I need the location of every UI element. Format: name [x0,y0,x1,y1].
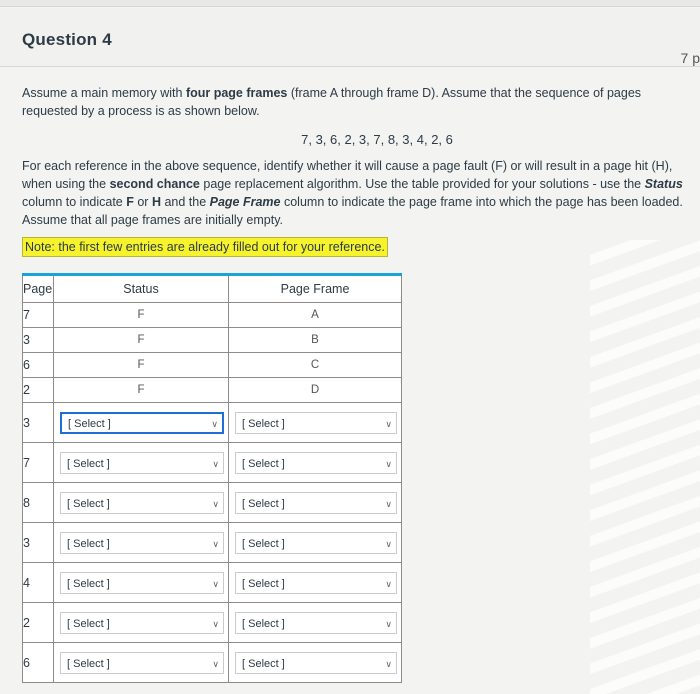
table-row [23,443,402,483]
status-select[interactable]: [ Select ] ∨ [60,652,224,674]
header-status: Status [54,275,229,303]
page-frame-select[interactable]: [ Select ] ∨ [235,532,397,554]
answer-table [22,273,402,683]
status-cell: F [54,353,229,378]
frame-cell: D [229,378,402,403]
status-select[interactable]: [ Select ] ∨ [60,572,224,594]
chevron-down-icon: ∨ [385,658,392,669]
chevron-down-icon: ∨ [212,498,219,509]
status-select[interactable]: [ Select ] ∨ [60,492,224,514]
table-row [23,403,402,443]
light-glare [590,240,700,694]
table-row [23,328,402,353]
page-frame-select[interactable]: [ Select ] ∨ [235,452,397,474]
status-cell [54,643,229,683]
page-cell: 7 [23,443,54,483]
frame-cell [229,483,402,523]
chevron-down-icon: ∨ [385,498,392,509]
frame-cell: C [229,353,402,378]
table-row [23,523,402,563]
header-page-frame: Page Frame [229,275,402,303]
page-frame-select[interactable]: [ Select ] ∨ [235,652,397,674]
question-title: Question 4 [22,30,112,49]
status-cell: F [54,303,229,328]
page-frame-select[interactable]: [ Select ] ∨ [235,492,397,514]
status-cell [54,603,229,643]
status-select[interactable]: [ Select ] ∨ [60,452,224,474]
prompt-paragraph-2: For each reference in the above sequence, identify whether it will cause a page fault (F) or will result in a page hit (H), when using the second chance page replacement algorithm. Use the table provided for your solutions - use the Status column to indicate F or H and the Page Frame column to indicate the page frame into which the page has been loaded. Assume that all page frames are initially empty. [22,159,683,227]
table-row [23,483,402,523]
frame-cell: B [229,328,402,353]
table-row [23,603,402,643]
chevron-down-icon: ∨ [212,658,219,669]
chevron-down-icon: ∨ [385,418,392,429]
page-cell: 3 [23,328,54,353]
status-cell [54,443,229,483]
table-row [23,643,402,683]
top-border [0,0,700,7]
status-select[interactable]: [ Select ] ∨ [60,412,224,434]
chevron-down-icon: ∨ [385,538,392,549]
points-label: 7 p [680,50,700,66]
page-cell: 3 [23,523,54,563]
status-cell [54,563,229,603]
frame-cell [229,563,402,603]
note-highlight: Note: the first few entries are already filled out for your reference. [22,237,388,257]
page-cell: 3 [23,403,54,443]
page-frame-select[interactable]: [ Select ] ∨ [235,612,397,634]
page-cell: 4 [23,563,54,603]
table-row [23,563,402,603]
page-cell: 8 [23,483,54,523]
page-frame-select[interactable]: [ Select ] ∨ [235,412,397,434]
table-row [23,378,402,403]
chevron-down-icon: ∨ [211,418,218,429]
frame-cell [229,403,402,443]
page-cell: 2 [23,378,54,403]
page-cell: 2 [23,603,54,643]
page-sequence: 7, 3, 6, 2, 3, 7, 8, 3, 4, 2, 6 [301,132,453,147]
status-select[interactable]: [ Select ] ∨ [60,612,224,634]
frame-cell: A [229,303,402,328]
chevron-down-icon: ∨ [212,538,219,549]
question-body [22,84,692,257]
chevron-down-icon: ∨ [212,458,219,469]
page-cell: 6 [23,353,54,378]
frame-cell [229,643,402,683]
chevron-down-icon: ∨ [385,458,392,469]
frame-cell [229,443,402,483]
question-header [0,8,700,67]
page-cell: 7 [23,303,54,328]
table-row [23,303,402,328]
status-cell: F [54,328,229,353]
status-select[interactable]: [ Select ] ∨ [60,532,224,554]
chevron-down-icon: ∨ [212,578,219,589]
status-cell: F [54,378,229,403]
status-cell [54,523,229,563]
chevron-down-icon: ∨ [385,578,392,589]
table-row [23,353,402,378]
page-cell: 6 [23,643,54,683]
prompt-paragraph-1: Assume a main memory with four page frames (frame A through frame D). Assume that the sequence of pages requested by a process is as shown below. [22,86,642,118]
page-frame-select[interactable]: [ Select ] ∨ [235,572,397,594]
chevron-down-icon: ∨ [212,618,219,629]
status-cell [54,483,229,523]
chevron-down-icon: ∨ [385,618,392,629]
status-cell [54,403,229,443]
header-page: Page [23,275,54,303]
frame-cell [229,523,402,563]
frame-cell [229,603,402,643]
